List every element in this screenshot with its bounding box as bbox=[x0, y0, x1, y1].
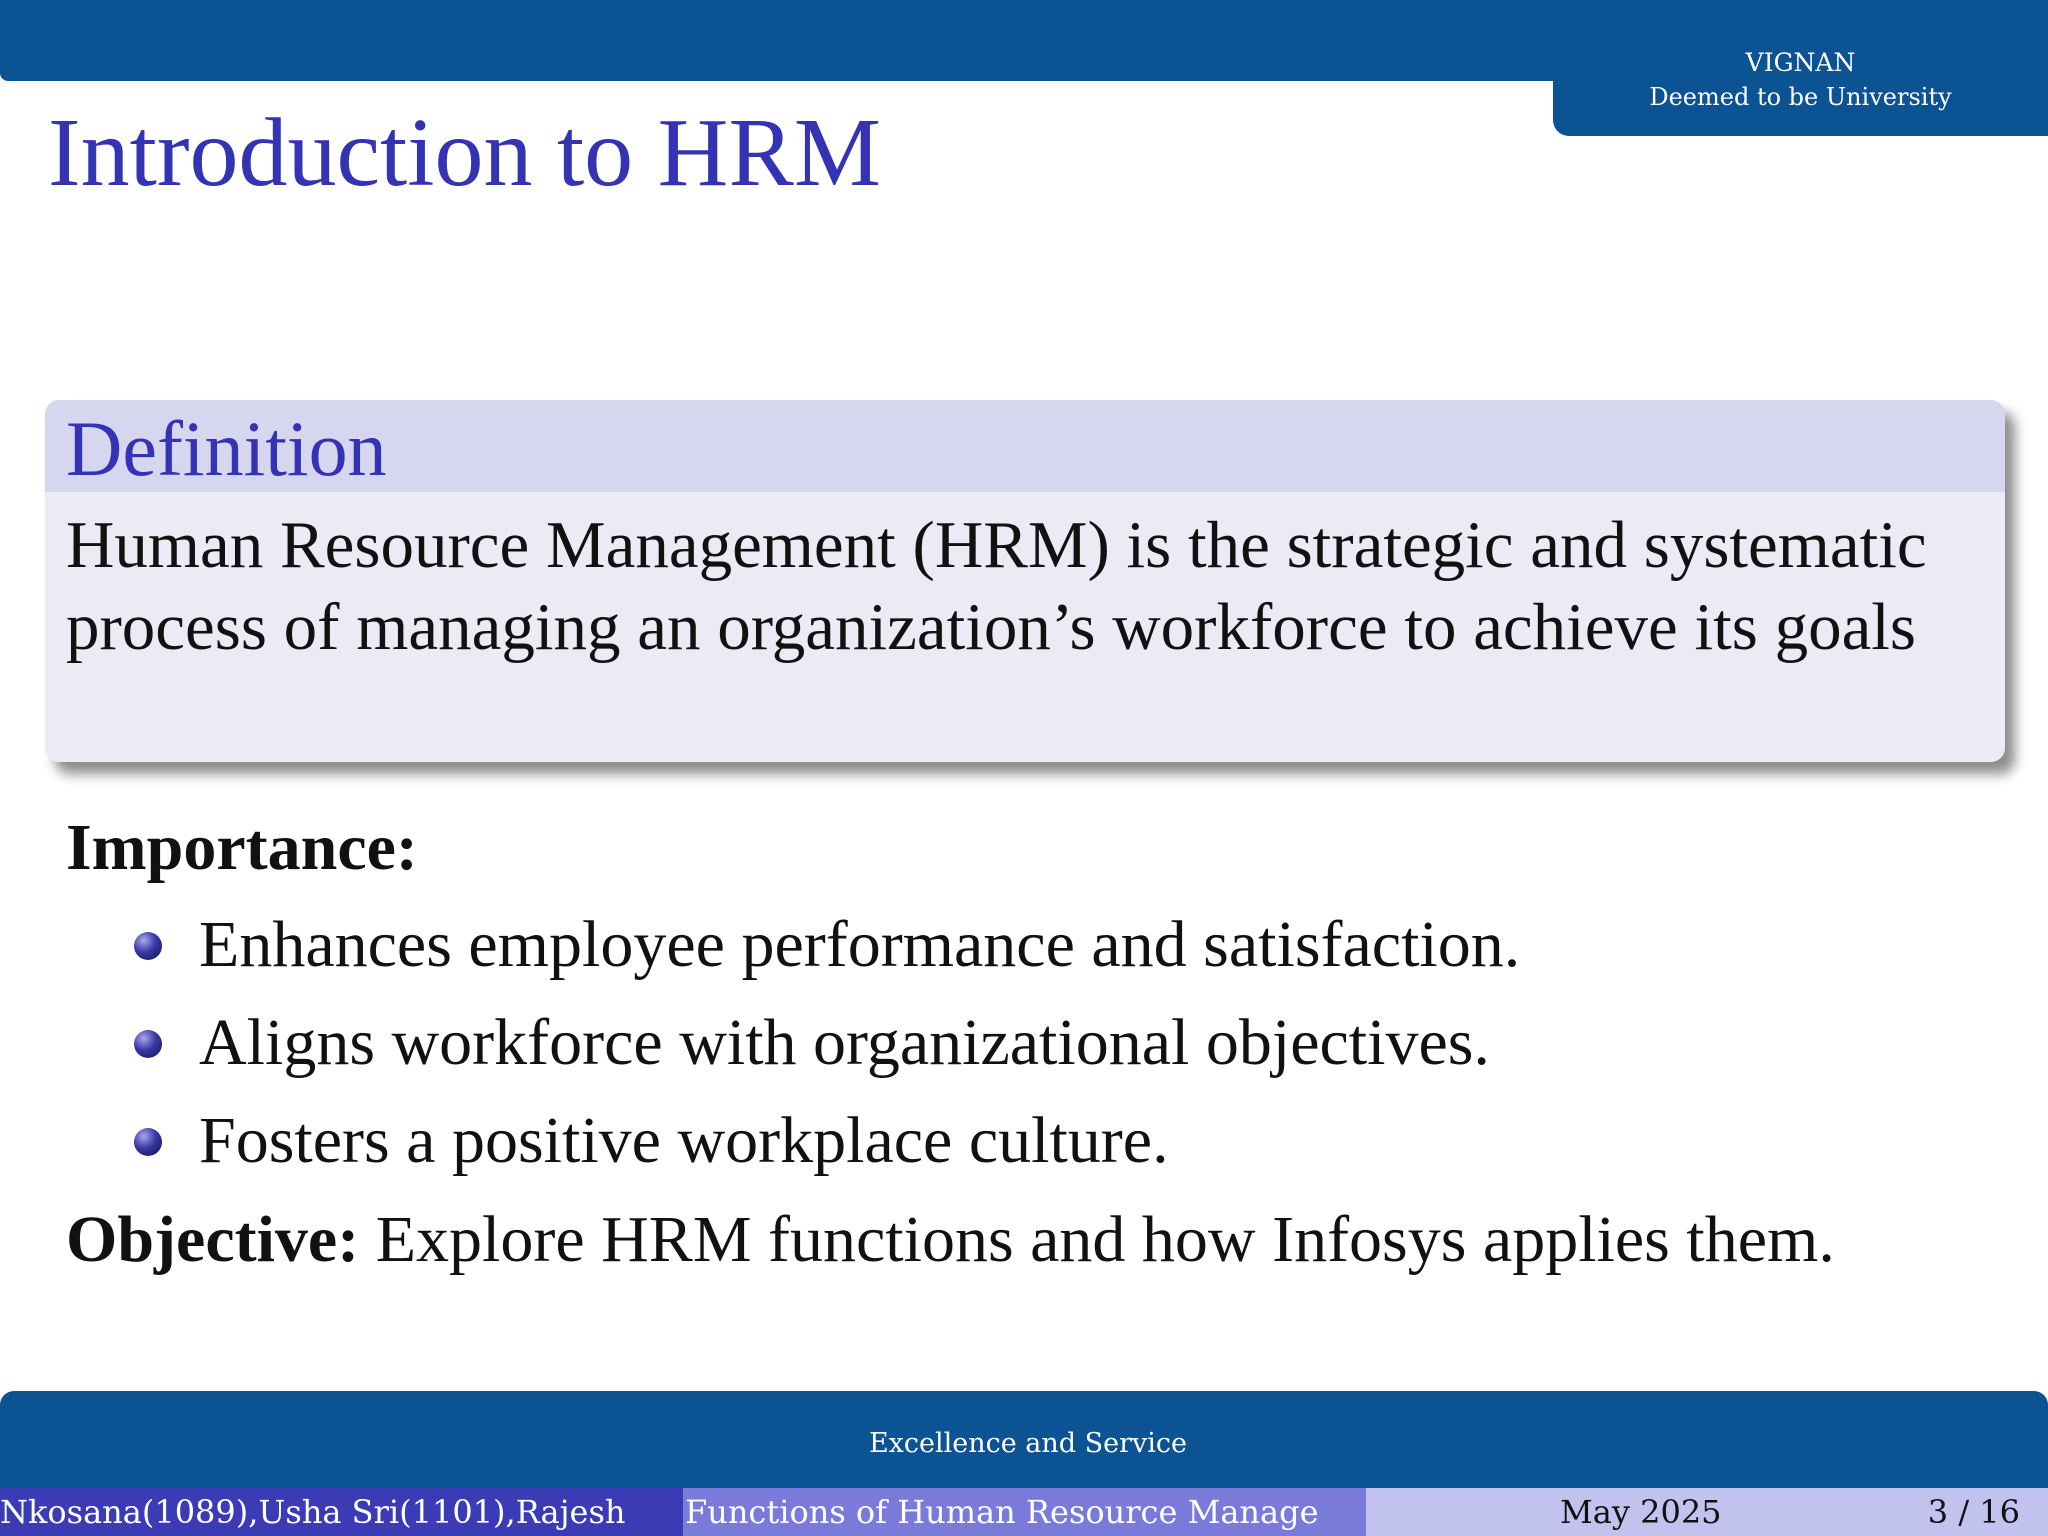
objective-line bbox=[66, 1195, 1835, 1285]
footer-date: May 2025 bbox=[1560, 1493, 1722, 1531]
footer-authors: Nkosana(1089),Usha Sri(1101),Rajesh bbox=[0, 1488, 683, 1536]
institution-subtitle: Deemed to be University bbox=[1649, 83, 1952, 111]
bullet-icon bbox=[134, 932, 162, 960]
footer-presentation-title: Functions of Human Resource Manage bbox=[683, 1488, 1366, 1536]
definition-body: Human Resource Management (HRM) is the strategic and systematic process of managing an organization’s workforce to achieve its goals bbox=[66, 508, 1927, 664]
list-item-text: Fosters a positive workplace culture. bbox=[199, 1104, 1169, 1177]
footer-date-page bbox=[1366, 1488, 2048, 1536]
objective-text: Explore HRM functions and how Infosys applies them. bbox=[375, 1203, 1835, 1276]
bullet-icon bbox=[134, 1030, 162, 1058]
definition-header bbox=[45, 400, 2005, 492]
objective-label: Objective: bbox=[66, 1203, 360, 1276]
list-item-text: Aligns workforce with organizational objectives. bbox=[199, 1006, 1490, 1079]
institution-logo-box bbox=[1553, 0, 2048, 136]
footer-info-bar bbox=[0, 1488, 2048, 1536]
definition-title: Definition bbox=[66, 405, 387, 492]
footer-motto: Excellence and Service bbox=[868, 1428, 1188, 1459]
page-number: 3 / 16 bbox=[1927, 1493, 2020, 1531]
definition-block bbox=[45, 400, 2005, 762]
slide-title: Introduction to HRM bbox=[48, 99, 881, 207]
institution-name: VIGNAN bbox=[1745, 48, 1856, 77]
importance-label: Importance: bbox=[66, 811, 418, 884]
bullet-icon bbox=[134, 1128, 162, 1156]
list-item-text: Enhances employee performance and satisfaction. bbox=[199, 908, 1521, 981]
